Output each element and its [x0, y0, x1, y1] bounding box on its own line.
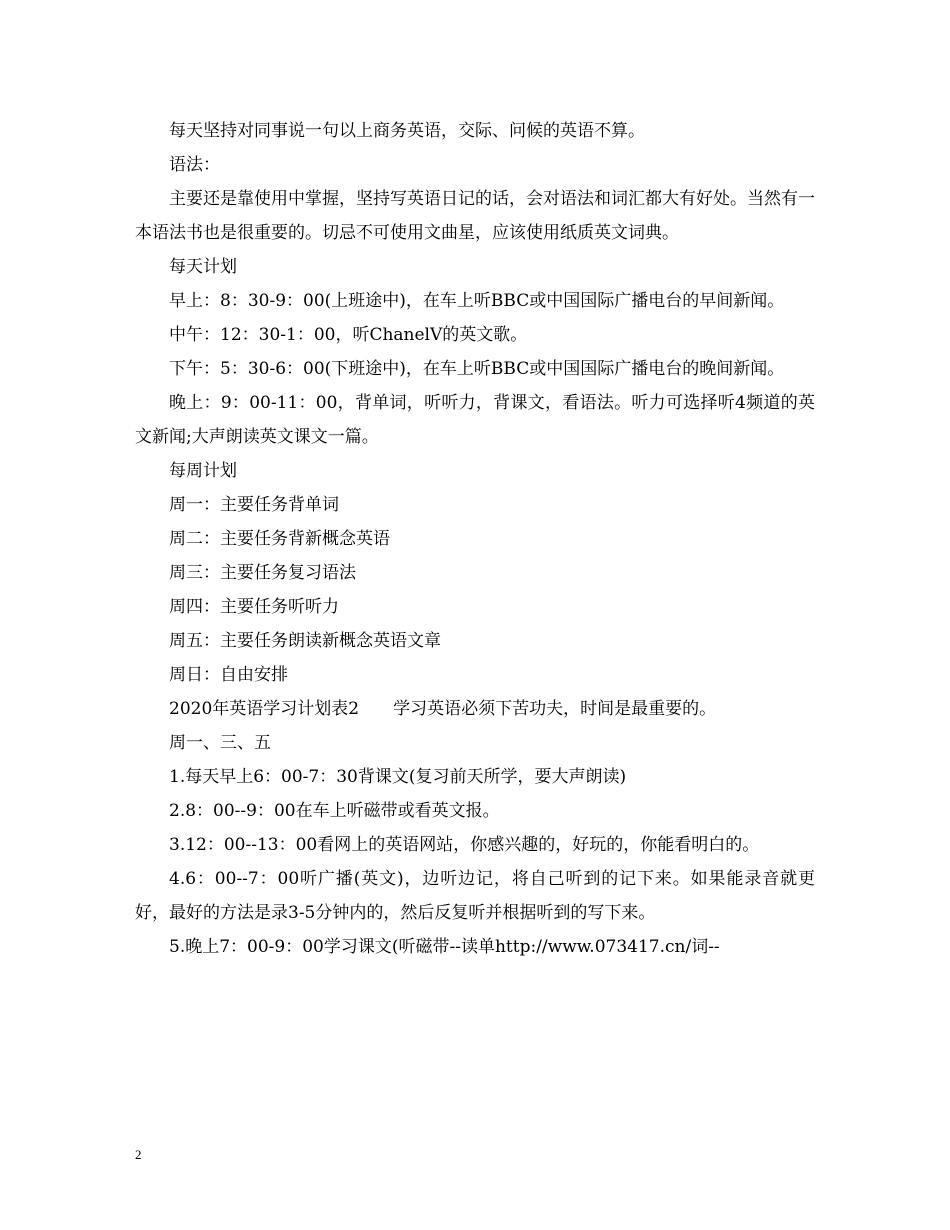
list-item-5: 5.晚上7：00-9：00学习课文(听磁带--读单http://www.073417.cn/词--: [169, 937, 720, 957]
list-item-2: 2.8：00--9：00在车上听磁带或看英文报。: [169, 801, 500, 821]
list-item-3: 3.12：00--13：00看网上的英语网站，你感兴趣的，好玩的，你能看明白的。: [169, 835, 760, 855]
paragraph-morning: 早上：8：30-9：00(上班途中)，在车上听BBC或中国国际广播电台的早间新闻。: [169, 291, 785, 311]
paragraph-noon: 中午：12：30-1：00，听ChanelV的英文歌。: [169, 325, 528, 345]
list-item-monday: 周一：主要任务背单词: [169, 495, 339, 515]
paragraph: 主要还是靠使用中掌握，坚持写英语日记的话，会对语法和词汇都大有好处。当然有一本语法书也是很重要的。切忌不可使用文曲星，应该使用纸质英文词典。: [135, 189, 815, 243]
list-item-tuesday: 周二：主要任务背新概念英语: [169, 529, 390, 549]
list-item-1: 1.每天早上6：00-7：30背课文(复习前天所学，要大声朗读): [169, 767, 627, 787]
list-item-thursday: 周四：主要任务听听力: [169, 597, 339, 617]
paragraph-evening: 晚上：9：00-11：00，背单词，听听力，背课文，看语法。听力可选择听4频道的英文新闻;大声朗读英文课文一篇。: [135, 393, 815, 447]
section-heading-weekly-plan: 每周计划: [169, 461, 237, 481]
paragraph-afternoon: 下午：5：30-6：00(下班途中)，在车上听BBC或中国国际广播电台的晚间新闻。: [169, 359, 785, 379]
list-item-4: 4.6：00--7：00听广播(英文)，边听边记，将自己听到的记下来。如果能录音就更好，最好的方法是录3-5分钟内的，然后反复听并根据听到的写下来。: [135, 869, 815, 923]
list-item-friday: 周五：主要任务朗读新概念英语文章: [169, 631, 441, 651]
section-heading-grammar: 语法：: [169, 155, 220, 175]
document-body: [135, 114, 815, 964]
section-heading-mon-wed-fri: 周一、三、五: [169, 733, 271, 753]
list-item-sunday: 周日：自由安排: [169, 665, 288, 685]
list-item-wednesday: 周三：主要任务复习语法: [169, 563, 356, 583]
section-heading-plan-2: 2020年英语学习计划表2 学习英语必须下苦功夫，时间是最重要的。: [169, 699, 717, 719]
section-heading-daily-plan: 每天计划: [169, 257, 237, 277]
paragraph: 每天坚持对同事说一句以上商务英语，交际、问候的英语不算。: [169, 121, 645, 141]
page-number: 2: [135, 1147, 142, 1162]
